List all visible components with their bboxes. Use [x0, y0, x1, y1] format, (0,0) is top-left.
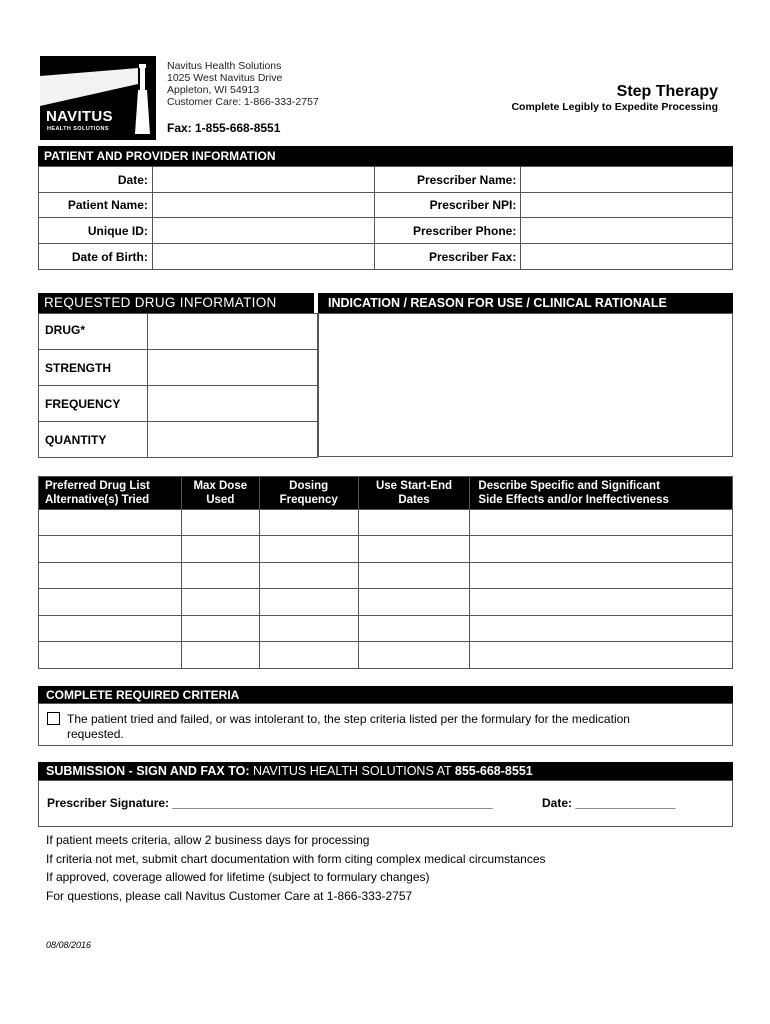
prescriber-npi-field[interactable]	[521, 193, 733, 218]
strength-field[interactable]	[147, 350, 317, 386]
cell[interactable]	[470, 510, 733, 536]
criteria-text: The patient tried and failed, or was intolerant to, the step criteria listed per the formulary for the medication	[67, 712, 630, 726]
drug-field[interactable]	[147, 314, 317, 350]
fax-number: Fax: 1-855-668-8551	[167, 121, 281, 135]
cell[interactable]	[39, 642, 182, 669]
frequency-field[interactable]	[147, 386, 317, 422]
navitus-logo	[40, 56, 156, 140]
address-line: 1025 West Navitus Drive	[167, 72, 283, 84]
start-end-dates-header: Use Start-End Dates	[358, 477, 470, 510]
cell[interactable]	[470, 563, 733, 589]
patient-section-heading: PATIENT AND PROVIDER INFORMATION	[38, 146, 733, 166]
dosing-frequency-header: Dosing Frequency	[259, 477, 358, 510]
cell[interactable]	[259, 536, 358, 563]
cell[interactable]	[358, 536, 470, 563]
date-field[interactable]	[152, 167, 375, 193]
cell[interactable]	[259, 510, 358, 536]
submission-heading: SUBMISSION - SIGN AND FAX TO: NAVITUS HEALTH SOLUTIONS AT 855-668-8551	[38, 762, 733, 780]
logo-subtext: HEALTH SOLUTIONS	[47, 126, 109, 132]
cell[interactable]	[39, 616, 182, 642]
cell[interactable]	[39, 563, 182, 589]
note-line: If patient meets criteria, allow 2 business days for processing	[46, 833, 370, 847]
prescriber-name-label: Prescriber Name:	[375, 167, 521, 193]
max-dose-header: Max Dose Used	[181, 477, 259, 510]
note-line: If approved, coverage allowed for lifetime (subject to formulary changes)	[46, 870, 430, 884]
quantity-label: QUANTITY	[39, 422, 148, 458]
alt-drug-header: Preferred Drug List Alternative(s) Tried	[39, 477, 182, 510]
form-revision-date: 08/08/2016	[46, 940, 92, 950]
form-title: Step Therapy	[616, 83, 718, 100]
cell[interactable]	[259, 642, 358, 669]
frequency-label: FREQUENCY	[39, 386, 148, 422]
form-subtitle: Complete Legibly to Expedite Processing	[511, 101, 718, 113]
cell[interactable]	[470, 642, 733, 669]
address-line: Customer Care: 1-866-333-2757	[167, 96, 319, 108]
drug-label: DRUG*	[39, 314, 148, 350]
prescriber-fax-field[interactable]	[521, 244, 733, 270]
criteria-heading: COMPLETE REQUIRED CRITERIA	[38, 686, 733, 703]
note-line: If criteria not met, submit chart documentation with form citing complex medical circumstances	[46, 852, 546, 866]
prescriber-name-field[interactable]	[521, 167, 733, 193]
signature-date-field[interactable]: Date: _______________	[542, 796, 676, 810]
prescriber-npi-label: Prescriber NPI:	[375, 193, 521, 218]
cell[interactable]	[181, 563, 259, 589]
prescriber-phone-field[interactable]	[521, 218, 733, 244]
alternatives-table	[38, 476, 733, 669]
cell[interactable]	[181, 642, 259, 669]
cell[interactable]	[181, 536, 259, 563]
cell[interactable]	[358, 616, 470, 642]
drug-info-table	[38, 313, 318, 458]
dob-label: Date of Birth:	[39, 244, 153, 270]
table-row	[39, 563, 733, 589]
cell[interactable]	[358, 589, 470, 616]
prescriber-phone-label: Prescriber Phone:	[375, 218, 521, 244]
drug-section-heading: REQUESTED DRUG INFORMATION	[38, 293, 314, 313]
cell[interactable]	[39, 589, 182, 616]
table-row	[39, 589, 733, 616]
cell[interactable]	[470, 536, 733, 563]
quantity-field[interactable]	[147, 422, 317, 458]
prescriber-signature-field[interactable]: Prescriber Signature: ________________________________________________	[47, 796, 493, 810]
note-line: For questions, please call Navitus Customer Care at 1-866-333-2757	[46, 889, 413, 903]
cell[interactable]	[470, 589, 733, 616]
strength-label: STRENGTH	[39, 350, 148, 386]
table-row	[39, 642, 733, 669]
unique-id-label: Unique ID:	[39, 218, 153, 244]
side-effects-header: Describe Specific and Significant Side Effects and/or Ineffectiveness	[470, 477, 733, 510]
cell[interactable]	[259, 616, 358, 642]
address-line: Appleton, WI 54913	[167, 84, 260, 96]
cell[interactable]	[470, 616, 733, 642]
address-line: Navitus Health Solutions	[167, 60, 282, 72]
indication-heading: INDICATION / REASON FOR USE / CLINICAL RATIONALE	[318, 293, 733, 313]
patient-name-label: Patient Name:	[39, 193, 153, 218]
cell[interactable]	[259, 563, 358, 589]
cell[interactable]	[358, 510, 470, 536]
unique-id-field[interactable]	[152, 218, 375, 244]
dob-field[interactable]	[152, 244, 375, 270]
cell[interactable]	[181, 589, 259, 616]
patient-name-field[interactable]	[152, 193, 375, 218]
cell[interactable]	[259, 589, 358, 616]
table-row	[39, 536, 733, 563]
table-row	[39, 616, 733, 642]
cell[interactable]	[39, 510, 182, 536]
prescriber-fax-label: Prescriber Fax:	[375, 244, 521, 270]
cell[interactable]	[358, 563, 470, 589]
cell[interactable]	[181, 616, 259, 642]
date-label: Date:	[39, 167, 153, 193]
cell[interactable]	[181, 510, 259, 536]
criteria-text-continued: requested.	[67, 727, 124, 741]
cell[interactable]	[39, 536, 182, 563]
table-row	[39, 510, 733, 536]
indication-field[interactable]	[318, 313, 733, 457]
logo-brand: NAVITUS	[46, 108, 113, 125]
cell[interactable]	[358, 642, 470, 669]
criteria-checkbox[interactable]	[47, 712, 60, 725]
patient-provider-table	[38, 166, 733, 270]
